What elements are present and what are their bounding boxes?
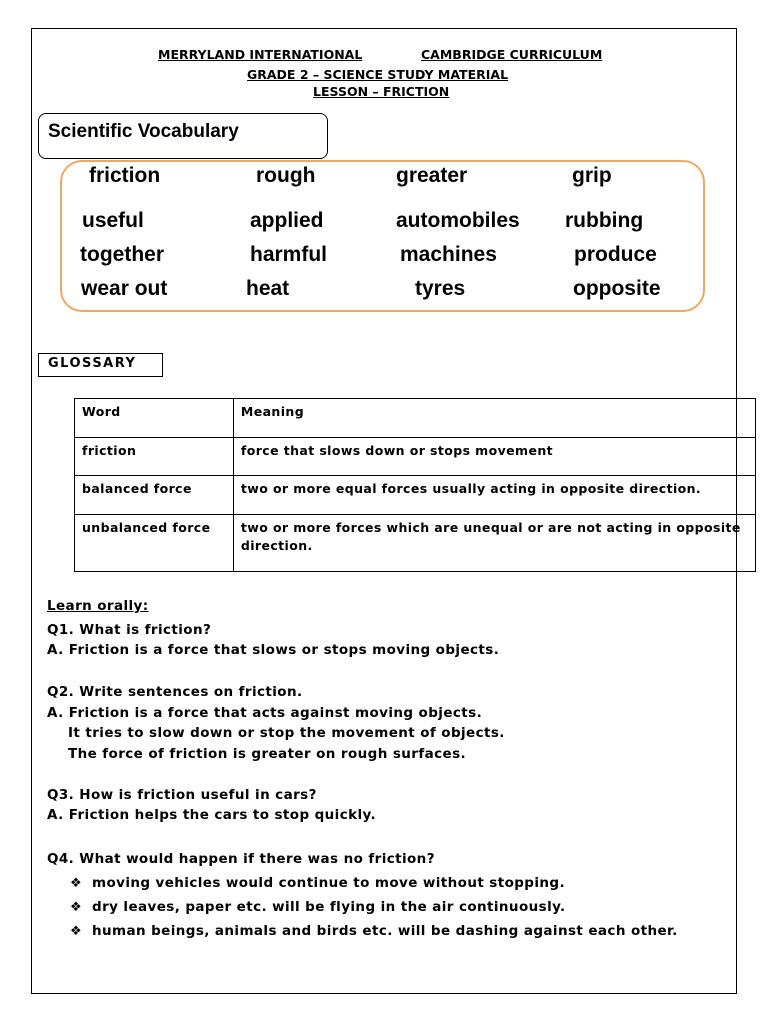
- vocab-word: rough: [256, 164, 316, 187]
- list-item: [70, 923, 678, 939]
- answer-1: A. Friction is a force that slows or stops moving objects.: [47, 642, 500, 658]
- glossary-meaning: two or more forces which are unequal or are not acting in opposite direction.: [233, 515, 755, 572]
- vocab-word: wear out: [81, 277, 168, 300]
- glossary-table: [74, 398, 756, 572]
- vocab-word: applied: [250, 209, 324, 232]
- answer-4-item: dry leaves, paper etc. will be flying in the air continuously.: [92, 899, 566, 915]
- table-row: [75, 515, 756, 572]
- list-item: [70, 875, 565, 891]
- grade-title: GRADE 2 – SCIENCE STUDY MATERIAL: [247, 67, 509, 82]
- answer-2-line: It tries to slow down or stop the movement of objects.: [68, 725, 505, 741]
- glossary-label: GLOSSARY: [48, 356, 137, 371]
- list-item: [70, 899, 566, 915]
- glossary-word: balanced force: [75, 476, 234, 515]
- answer-4-item: moving vehicles would continue to move without stopping.: [92, 875, 566, 891]
- vocab-word: machines: [400, 243, 497, 266]
- table-row: [75, 476, 756, 515]
- header-word: Word: [75, 399, 234, 438]
- question-1: Q1. What is friction?: [47, 622, 212, 638]
- diamond-bullet-icon: ❖: [70, 924, 83, 939]
- vocab-word: tyres: [415, 277, 466, 300]
- vocab-word: rubbing: [565, 209, 644, 232]
- answer-3: A. Friction helps the cars to stop quickly.: [47, 807, 377, 823]
- vocab-word: friction: [89, 164, 161, 187]
- glossary-meaning: force that slows down or stops movement: [233, 438, 755, 476]
- header-meaning: Meaning: [233, 399, 755, 438]
- diamond-bullet-icon: ❖: [70, 900, 83, 915]
- answer-4-item: human beings, animals and birds etc. will be dashing against each other.: [92, 923, 678, 939]
- vocab-word: useful: [82, 209, 144, 232]
- school-name: MERRYLAND INTERNATIONAL: [158, 47, 363, 62]
- question-3: Q3. How is friction useful in cars?: [47, 787, 317, 803]
- glossary-word: unbalanced force: [75, 515, 234, 572]
- glossary-label-box: [38, 353, 163, 377]
- vocabulary-title: Scientific Vocabulary: [48, 121, 239, 142]
- vocab-word: opposite: [573, 277, 661, 300]
- vocab-word: automobiles: [396, 209, 520, 232]
- vocab-word: greater: [396, 164, 468, 187]
- answer-2-line: A. Friction is a force that acts against moving objects.: [47, 705, 483, 721]
- lesson-title: LESSON – FRICTION: [313, 84, 450, 99]
- question-2: Q2. Write sentences on friction.: [47, 684, 303, 700]
- question-4: Q4. What would happen if there was no friction?: [47, 851, 435, 867]
- glossary-meaning: two or more equal forces usually acting in opposite direction.: [233, 476, 755, 515]
- vocab-word: together: [80, 243, 164, 266]
- vocab-word: grip: [572, 164, 612, 187]
- vocabulary-title-box: [38, 113, 328, 159]
- vocab-word: produce: [574, 243, 657, 266]
- table-row: [75, 438, 756, 476]
- glossary-word: friction: [75, 438, 234, 476]
- vocab-word: heat: [246, 277, 290, 300]
- vocab-word: harmful: [250, 243, 328, 266]
- diamond-bullet-icon: ❖: [70, 876, 83, 891]
- answer-2-line: The force of friction is greater on rough surfaces.: [68, 746, 467, 762]
- table-header-row: [75, 399, 756, 438]
- curriculum-name: CAMBRIDGE CURRICULUM: [421, 47, 603, 62]
- learn-orally-heading: Learn orally:: [47, 598, 149, 614]
